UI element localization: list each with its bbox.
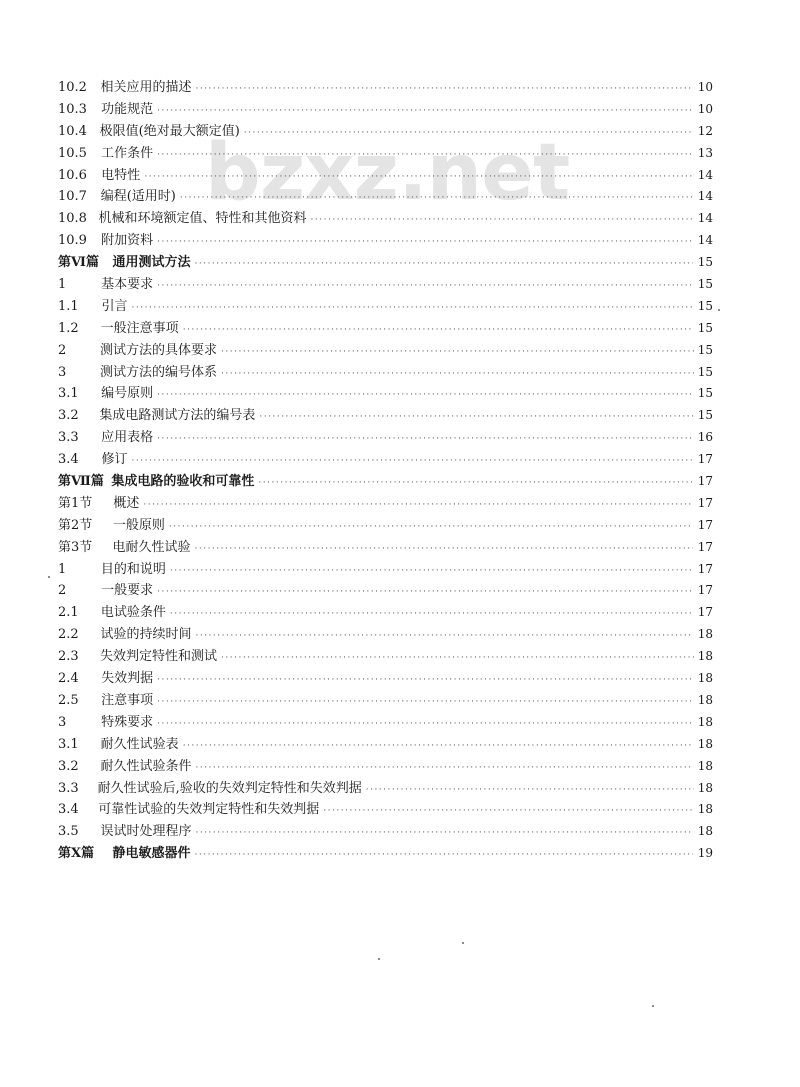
toc-leader-dots — [258, 473, 693, 493]
toc-entry-number: 3.2 — [58, 408, 79, 424]
toc-leader-dots — [157, 429, 692, 449]
toc-leader-dots — [194, 845, 693, 865]
toc-entry-title: 工作条件 — [101, 145, 154, 161]
toc-leader-dots — [157, 276, 692, 296]
toc-entry — [58, 318, 713, 340]
toc-entry-number: 第Ⅶ篇 — [58, 474, 104, 490]
toc-entry-page: 18 — [697, 824, 713, 839]
toc-entry-page: 18 — [697, 758, 713, 773]
toc-entry-title: 概述 — [113, 495, 140, 511]
toc-entry — [58, 427, 713, 449]
toc-entry — [58, 799, 713, 821]
toc-entry — [58, 756, 713, 778]
toc-entry-title: 静电敏感器件 — [112, 846, 191, 862]
toc-leader-dots — [323, 801, 693, 821]
watermark: bzxz.net — [205, 128, 570, 218]
toc-entry — [58, 449, 713, 471]
toc-entry-title: 编程(适用时) — [100, 189, 176, 205]
toc-entry-page: 15 — [697, 320, 713, 335]
toc-leader-dots — [195, 79, 693, 99]
toc-entry-title: 编号原则 — [101, 386, 154, 402]
toc-leader-dots — [132, 451, 692, 471]
toc-entry-number: 第2节 — [58, 517, 93, 533]
toc-entry — [58, 668, 713, 690]
toc-entry — [58, 143, 713, 165]
toc-entry — [58, 362, 713, 384]
toc-entry-title: 集成电路的验收和可靠性 — [111, 474, 255, 490]
toc-leader-dots — [157, 692, 692, 712]
toc-entry-page: 18 — [697, 780, 713, 795]
toc-entry-title: 应用表格 — [101, 430, 154, 446]
toc-entry-page: 18 — [697, 671, 713, 686]
toc-entry-number: 10.3 — [58, 101, 87, 117]
toc-entry-page: 14 — [697, 167, 713, 182]
toc-entry — [58, 383, 713, 405]
toc-entry-page: 15 — [697, 364, 713, 379]
toc-entry — [58, 252, 713, 274]
toc-entry-number: 10.6 — [58, 167, 87, 183]
toc-entry-number: 10.8 — [58, 211, 87, 227]
toc-entry-page: 16 — [697, 430, 713, 445]
toc-entry — [58, 821, 713, 843]
toc-entry-page: 15 — [697, 298, 713, 313]
toc-entry-title: 试验的持续时间 — [100, 627, 192, 643]
toc-leader-dots — [157, 714, 692, 734]
toc-leader-dots — [244, 123, 694, 143]
toc-entry-page: 10 — [697, 101, 713, 116]
toc-entry-number: 10.2 — [58, 80, 87, 95]
toc-entry-title: 测试方法的编号体系 — [100, 364, 218, 380]
toc-entry — [58, 690, 713, 712]
toc-entry-number: 1.2 — [58, 320, 79, 336]
toc-entry-number: 2.2 — [58, 627, 79, 643]
toc-leader-dots — [157, 385, 692, 405]
toc-leader-dots — [366, 780, 694, 800]
toc-entry-page: 15 — [697, 386, 713, 401]
toc-entry — [58, 77, 713, 99]
toc-entry-title: 误试时处理程序 — [100, 824, 192, 840]
toc-leader-dots — [144, 167, 692, 187]
toc-leader-dots — [143, 495, 692, 515]
toc-entry-number: 3.3 — [58, 780, 79, 796]
toc-entry-title: 注意事项 — [101, 692, 154, 708]
toc-leader-dots — [195, 823, 693, 843]
toc-entry-title: 极限值(绝对最大额定值) — [99, 123, 240, 139]
toc-entry-title: 一般要求 — [101, 583, 154, 599]
toc-entry-page: 12 — [697, 123, 713, 138]
toc-entry-title: 相关应用的描述 — [100, 80, 192, 95]
toc-entry-page: 18 — [697, 627, 713, 642]
toc-leader-dots — [157, 145, 692, 165]
toc-entry — [58, 471, 713, 493]
toc-entry-page: 13 — [697, 145, 713, 160]
toc-entry-number: 2.3 — [58, 649, 79, 665]
toc-entry-number: 2 — [58, 342, 67, 358]
toc-entry-title: 可靠性试验的失效判定特性和失效判据 — [98, 802, 320, 818]
toc-entry — [58, 843, 713, 865]
toc-entry — [58, 274, 713, 296]
scan-speck — [652, 1005, 654, 1007]
toc-entry-title: 引言 — [101, 298, 128, 314]
toc-entry-title: 耐久性试验表 — [100, 736, 179, 752]
toc-entry-title: 集成电路测试方法的编号表 — [99, 408, 256, 424]
toc-entry — [58, 537, 713, 559]
toc-entry-number: 2.4 — [58, 671, 79, 687]
toc-entry-number: 第Ⅹ篇 — [58, 846, 95, 862]
toc-entry — [58, 624, 713, 646]
toc-entry-page: 14 — [697, 189, 713, 204]
toc-leader-dots — [221, 364, 694, 384]
toc-entry-title: 一般原则 — [112, 517, 165, 533]
toc-entry-number: 3 — [58, 364, 67, 380]
toc-entry-number: 3.4 — [58, 802, 79, 818]
toc-entry-page: 18 — [697, 714, 713, 729]
toc-entry-title: 电特性 — [101, 167, 141, 183]
toc-entry-title: 附加资料 — [101, 233, 154, 249]
toc-leader-dots — [169, 517, 693, 537]
toc-leader-dots — [183, 736, 693, 756]
toc-entry-title: 耐久性试验后,验收的失效判定特性和失效判据 — [97, 780, 362, 796]
toc-leader-dots — [221, 648, 694, 668]
toc-entry-title: 修订 — [101, 452, 128, 468]
toc-entry — [58, 778, 713, 800]
toc-entry-page: 17 — [697, 583, 713, 598]
toc-entry-page: 17 — [697, 539, 713, 554]
toc-leader-dots — [180, 188, 693, 208]
toc-entry-title: 失效判据 — [101, 671, 154, 687]
toc-entry-number: 1.1 — [58, 298, 79, 314]
toc-entry-page: 17 — [697, 517, 713, 532]
toc-entry-number: 3.1 — [58, 386, 79, 402]
toc-entry-title: 测试方法的具体要求 — [100, 342, 218, 358]
toc-entry-page: 18 — [697, 692, 713, 707]
toc-leader-dots — [157, 582, 692, 602]
toc-entry — [58, 493, 713, 515]
toc-entry — [58, 580, 713, 602]
toc-entry — [58, 186, 713, 208]
toc-entry-number: 3.3 — [58, 430, 79, 446]
toc-entry-number: 第3节 — [58, 539, 93, 555]
toc-entry-page: 15 — [697, 277, 713, 292]
toc-entry — [58, 165, 713, 187]
toc-entry — [58, 712, 713, 734]
toc-entry-title: 耐久性试验条件 — [100, 758, 192, 774]
toc-leader-dots — [170, 561, 693, 581]
scan-speck — [462, 942, 464, 944]
toc-leader-dots — [170, 604, 693, 624]
scan-speck — [378, 958, 380, 960]
toc-entry-page: 17 — [697, 605, 713, 620]
toc-entry-number: 2 — [58, 583, 67, 599]
toc-leader-dots — [132, 298, 692, 318]
toc-entry-title: 功能规范 — [101, 101, 154, 117]
toc-entry — [58, 230, 713, 252]
toc-entry-number: 1 — [58, 277, 67, 293]
toc-entry-title: 失效判定特性和测试 — [100, 649, 218, 665]
toc-leader-dots — [157, 232, 692, 252]
toc-entry-number: 3.5 — [58, 824, 79, 840]
toc-leader-dots — [221, 342, 694, 362]
toc-entry-number: 10.4 — [58, 123, 87, 139]
toc-entry-title: 通用测试方法 — [112, 255, 191, 271]
toc-entry — [58, 340, 713, 362]
toc-entry-page: 15 — [697, 408, 713, 423]
toc-entry-page: 17 — [697, 561, 713, 576]
scan-speck — [718, 309, 720, 311]
toc-leader-dots — [259, 407, 693, 427]
toc-entry-page: 10 — [697, 80, 713, 94]
toc-entry-page: 15 — [697, 255, 713, 270]
toc-entry-title: 特殊要求 — [101, 714, 154, 730]
toc-entry — [58, 602, 713, 624]
toc-entry-number: 第1节 — [58, 495, 93, 511]
toc-entry-page: 17 — [697, 495, 713, 510]
toc-entry-number: 10.7 — [58, 189, 87, 205]
toc-leader-dots — [157, 670, 692, 690]
toc-entry-number: 3.4 — [58, 452, 79, 468]
toc-entry-page: 14 — [697, 211, 713, 226]
scan-speck — [48, 576, 50, 578]
toc-entry-page: 18 — [697, 736, 713, 751]
toc-entry — [58, 208, 713, 230]
toc-leader-dots — [194, 254, 693, 274]
toc-entry-title: 电耐久性试验 — [112, 539, 191, 555]
toc-entry-page: 17 — [697, 474, 713, 489]
toc-entry-page: 18 — [697, 649, 713, 664]
toc-entry-title: 机械和环境额定值、特性和其他资料 — [98, 211, 307, 227]
toc-entry-page: 19 — [697, 846, 713, 861]
toc-entry-number: 3 — [58, 714, 67, 730]
toc-entry — [58, 559, 713, 581]
toc-entry-page: 18 — [697, 802, 713, 817]
toc-leader-dots — [183, 320, 693, 340]
toc-entry-page: 15 — [697, 342, 713, 357]
toc-entry-number: 3.1 — [58, 736, 79, 752]
toc-entry-page: 17 — [697, 452, 713, 467]
toc-entry — [58, 296, 713, 318]
toc-leader-dots — [311, 210, 694, 230]
toc-entry-number: 第Ⅵ篇 — [58, 255, 99, 271]
toc-entry-title: 电试验条件 — [100, 605, 166, 621]
toc-leader-dots — [194, 539, 693, 559]
toc-entry — [58, 99, 713, 121]
toc-entry-number: 3.2 — [58, 758, 79, 774]
toc-entry — [58, 405, 713, 427]
toc-entry-title: 目的和说明 — [100, 561, 166, 577]
toc-entry-number: 2.1 — [58, 605, 79, 621]
toc-entry — [58, 646, 713, 668]
toc-entry-number: 10.5 — [58, 145, 87, 161]
toc-entry — [58, 121, 713, 143]
toc-entry-number: 1 — [58, 561, 67, 577]
toc-entry-number: 2.5 — [58, 692, 79, 708]
toc-leader-dots — [195, 626, 693, 646]
toc-entry-title: 基本要求 — [101, 277, 154, 293]
toc-leader-dots — [195, 758, 693, 778]
toc-leader-dots — [157, 101, 692, 121]
toc-entry-title: 一般注意事项 — [100, 320, 179, 336]
toc-entry — [58, 734, 713, 756]
toc-entry-number: 10.9 — [58, 233, 87, 249]
toc-entry — [58, 515, 713, 537]
table-of-contents — [58, 77, 713, 865]
toc-entry-page: 14 — [697, 233, 713, 248]
